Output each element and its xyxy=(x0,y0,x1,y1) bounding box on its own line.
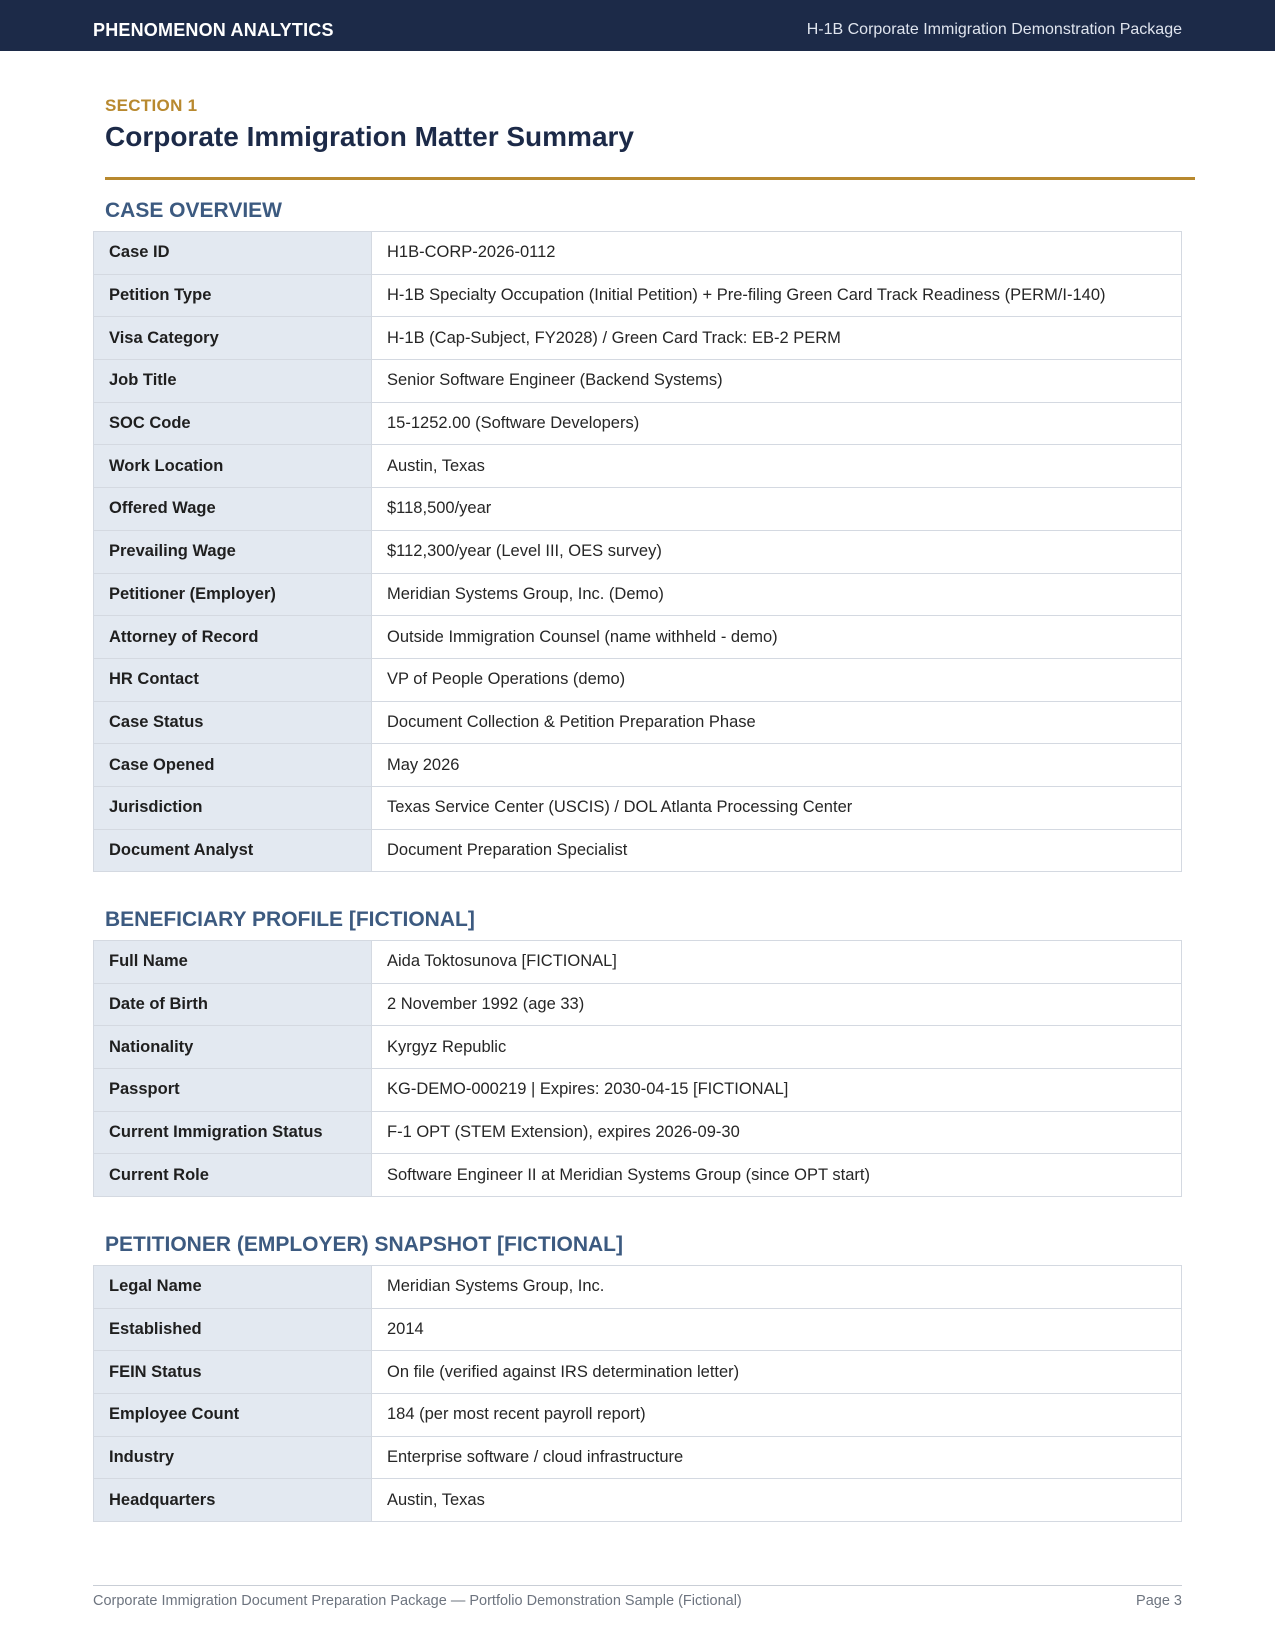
case-overview-table xyxy=(93,231,1182,872)
field-value: Senior Software Engineer (Backend Systems) xyxy=(372,360,1182,403)
page-number: Page 3 xyxy=(1136,1593,1182,1609)
field-label: Passport xyxy=(94,1069,372,1112)
field-value: $118,500/year xyxy=(372,488,1182,531)
field-value: Meridian Systems Group, Inc. xyxy=(372,1266,1182,1309)
table-row xyxy=(94,786,1182,829)
table-row xyxy=(94,402,1182,445)
field-label: Industry xyxy=(94,1436,372,1479)
table-row xyxy=(94,829,1182,872)
table-row xyxy=(94,1351,1182,1394)
table-row xyxy=(94,941,1182,984)
table-row xyxy=(94,488,1182,531)
table-row xyxy=(94,1266,1182,1309)
beneficiary-profile-table xyxy=(93,940,1182,1197)
table-row xyxy=(94,616,1182,659)
field-value: KG-DEMO-000219 | Expires: 2030-04-15 [FICTIONAL] xyxy=(372,1069,1182,1112)
field-label: Current Immigration Status xyxy=(94,1111,372,1154)
table-row xyxy=(94,1069,1182,1112)
field-value: 184 (per most recent payroll report) xyxy=(372,1394,1182,1437)
table-row xyxy=(94,701,1182,744)
field-value: Texas Service Center (USCIS) / DOL Atlanta Processing Center xyxy=(372,786,1182,829)
field-value: H-1B (Cap-Subject, FY2028) / Green Card Track: EB-2 PERM xyxy=(372,317,1182,360)
table-row xyxy=(94,317,1182,360)
field-label: Case ID xyxy=(94,232,372,275)
field-value: F-1 OPT (STEM Extension), expires 2026-09-30 xyxy=(372,1111,1182,1154)
field-label: Case Status xyxy=(94,701,372,744)
field-value: Outside Immigration Counsel (name withheld - demo) xyxy=(372,616,1182,659)
field-label: FEIN Status xyxy=(94,1351,372,1394)
header-bar xyxy=(0,0,1275,51)
field-value: Austin, Texas xyxy=(372,1479,1182,1522)
table-row xyxy=(94,1394,1182,1437)
table-row xyxy=(94,1111,1182,1154)
footer-divider xyxy=(93,1585,1182,1586)
table-row xyxy=(94,1308,1182,1351)
field-value: May 2026 xyxy=(372,744,1182,787)
field-value: 2014 xyxy=(372,1308,1182,1351)
field-label: HR Contact xyxy=(94,658,372,701)
field-value: On file (verified against IRS determination letter) xyxy=(372,1351,1182,1394)
table-row xyxy=(94,232,1182,275)
field-label: Prevailing Wage xyxy=(94,530,372,573)
field-label: Visa Category xyxy=(94,317,372,360)
field-label: Attorney of Record xyxy=(94,616,372,659)
field-value: Software Engineer II at Meridian Systems Group (since OPT start) xyxy=(372,1154,1182,1197)
field-value: H-1B Specialty Occupation (Initial Petition) + Pre-filing Green Card Track Readiness (PERM/I-140) xyxy=(372,274,1182,317)
field-label: Document Analyst xyxy=(94,829,372,872)
field-label: Full Name xyxy=(94,941,372,984)
field-value: Enterprise software / cloud infrastructure xyxy=(372,1436,1182,1479)
table-row xyxy=(94,274,1182,317)
field-value: Kyrgyz Republic xyxy=(372,1026,1182,1069)
field-label: Legal Name xyxy=(94,1266,372,1309)
field-label: Employee Count xyxy=(94,1394,372,1437)
package-title: H-1B Corporate Immigration Demonstration Package xyxy=(806,21,1182,38)
title-divider xyxy=(105,177,1195,180)
page-title: Corporate Immigration Matter Summary xyxy=(105,121,634,152)
field-value: Document Preparation Specialist xyxy=(372,829,1182,872)
field-value: Aida Toktosunova [FICTIONAL] xyxy=(372,941,1182,984)
table-row xyxy=(94,1436,1182,1479)
section-label: SECTION 1 xyxy=(105,96,198,115)
brand-name: PHENOMENON ANALYTICS xyxy=(93,20,334,40)
field-label: Date of Birth xyxy=(94,983,372,1026)
beneficiary-profile-heading: BENEFICIARY PROFILE [FICTIONAL] xyxy=(105,908,475,931)
table-row xyxy=(94,1026,1182,1069)
field-label: Established xyxy=(94,1308,372,1351)
field-value: 15-1252.00 (Software Developers) xyxy=(372,402,1182,445)
field-value: 2 November 1992 (age 33) xyxy=(372,983,1182,1026)
field-value: $112,300/year (Level III, OES survey) xyxy=(372,530,1182,573)
field-value: Austin, Texas xyxy=(372,445,1182,488)
table-row xyxy=(94,983,1182,1026)
field-label: Job Title xyxy=(94,360,372,403)
field-value: Document Collection & Petition Preparation Phase xyxy=(372,701,1182,744)
field-label: Petition Type xyxy=(94,274,372,317)
table-row xyxy=(94,744,1182,787)
field-label: Petitioner (Employer) xyxy=(94,573,372,616)
field-label: Nationality xyxy=(94,1026,372,1069)
table-row xyxy=(94,573,1182,616)
field-label: Headquarters xyxy=(94,1479,372,1522)
field-value: VP of People Operations (demo) xyxy=(372,658,1182,701)
field-value: H1B-CORP-2026-0112 xyxy=(372,232,1182,275)
footer-text: Corporate Immigration Document Preparation Package — Portfolio Demonstration Sample (Fictional) xyxy=(93,1593,742,1609)
field-label: Current Role xyxy=(94,1154,372,1197)
field-label: Work Location xyxy=(94,445,372,488)
field-value: Meridian Systems Group, Inc. (Demo) xyxy=(372,573,1182,616)
table-row xyxy=(94,530,1182,573)
table-row xyxy=(94,1479,1182,1522)
field-label: Offered Wage xyxy=(94,488,372,531)
table-row xyxy=(94,658,1182,701)
table-row xyxy=(94,1154,1182,1197)
field-label: SOC Code xyxy=(94,402,372,445)
table-row xyxy=(94,360,1182,403)
field-label: Case Opened xyxy=(94,744,372,787)
field-label: Jurisdiction xyxy=(94,786,372,829)
employer-snapshot-heading: PETITIONER (EMPLOYER) SNAPSHOT [FICTIONAL] xyxy=(105,1233,623,1256)
table-row xyxy=(94,445,1182,488)
employer-snapshot-table xyxy=(93,1265,1182,1522)
case-overview-heading: CASE OVERVIEW xyxy=(105,199,282,222)
